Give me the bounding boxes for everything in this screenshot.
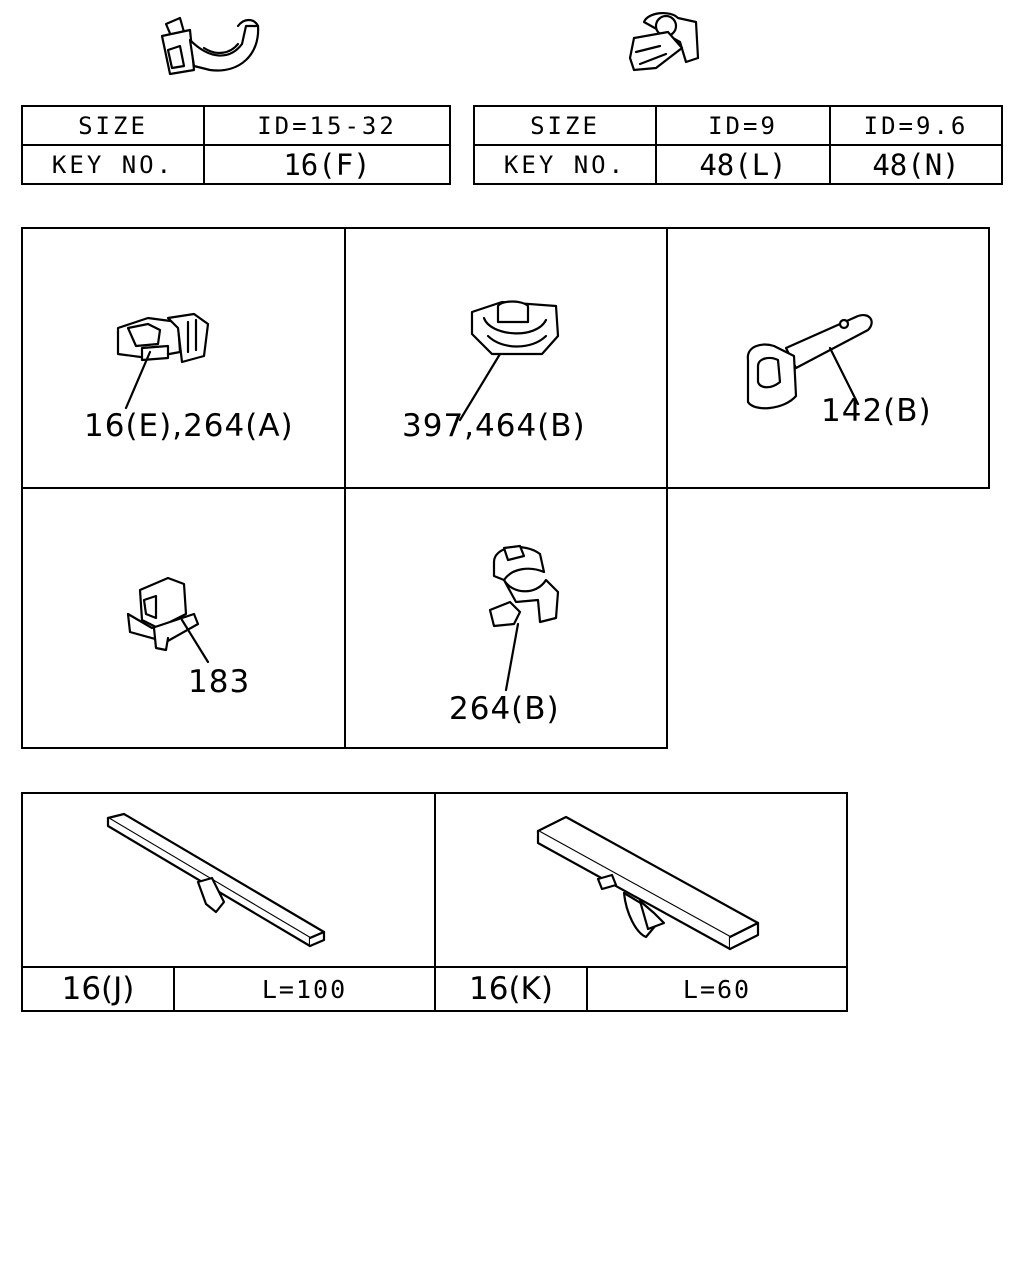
- size-table-left: [21, 105, 451, 185]
- length-table-left: [21, 966, 436, 1012]
- strip-length: L=60: [587, 967, 847, 1011]
- clip-183-icon: [122, 570, 222, 670]
- strip-16j-icon: [104, 812, 334, 952]
- strip-16k-icon: [536, 815, 766, 955]
- strip-length: L=100: [174, 967, 435, 1011]
- key-value: 48(N): [830, 145, 1002, 184]
- part-label-183: 183: [188, 664, 251, 700]
- size-value: ID=9.6: [830, 106, 1002, 145]
- part-label-16e-264a: 16(E),264(A): [84, 408, 294, 444]
- strip-key: 16(J): [22, 967, 174, 1011]
- size-table-right: [473, 105, 1003, 185]
- key-header: KEY NO.: [474, 145, 656, 184]
- key-value: 48(L): [656, 145, 830, 184]
- key-header: KEY NO.: [22, 145, 204, 184]
- size-value: ID=15-32: [204, 106, 450, 145]
- key-value: 16(F): [204, 145, 450, 184]
- size-value: ID=9: [656, 106, 830, 145]
- length-table-right: [434, 966, 848, 1012]
- clip-16f-icon: [150, 10, 270, 82]
- clip-264b-icon: [480, 540, 570, 700]
- size-header: SIZE: [22, 106, 204, 145]
- part-label-142b: 142(B): [821, 393, 932, 429]
- size-header: SIZE: [474, 106, 656, 145]
- clip-48-icon: [620, 8, 710, 82]
- strip-key: 16(K): [435, 967, 587, 1011]
- clip-397-464b-icon: [462, 296, 572, 426]
- part-label-264b: 264(B): [449, 691, 560, 727]
- part-label-397-464b: 397,464(B): [402, 408, 586, 444]
